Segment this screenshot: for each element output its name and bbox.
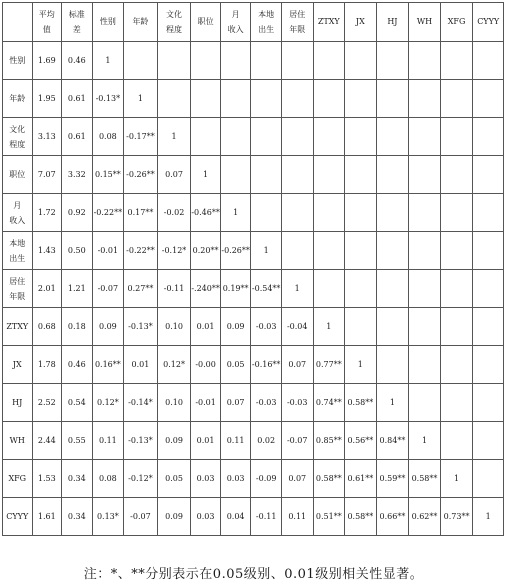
- table-cell: -0.54**: [251, 270, 282, 308]
- table-cell: 1.43: [32, 232, 62, 270]
- table-cell: [409, 194, 441, 232]
- table-cell: [440, 384, 473, 422]
- table-cell: -0.11: [157, 270, 191, 308]
- table-cell: 0.27**: [124, 270, 158, 308]
- table-cell: 0.85**: [313, 422, 345, 460]
- table-cell: 0.55: [62, 422, 93, 460]
- table-cell: [376, 42, 409, 80]
- row-label: [3, 232, 33, 270]
- table-cell: 0.17**: [124, 194, 158, 232]
- table-cell: [409, 80, 441, 118]
- table-cell: [409, 270, 441, 308]
- column-header: [220, 3, 251, 42]
- table-cell: 1.53: [32, 460, 62, 498]
- table-cell: [473, 422, 504, 460]
- table-cell: [191, 42, 221, 80]
- table-cell: 0.74**: [313, 384, 345, 422]
- table-cell: [345, 270, 377, 308]
- column-header: HJ: [376, 3, 409, 42]
- label-line: 月: [231, 10, 240, 19]
- label-line: 月: [13, 200, 22, 210]
- table-cell: -0.03: [281, 384, 313, 422]
- table-cell: 0.13*: [92, 498, 124, 536]
- table-cell: [473, 460, 504, 498]
- table-cell: [313, 270, 345, 308]
- table-cell: [345, 156, 377, 194]
- table-cell: -0.07: [124, 498, 158, 536]
- table-cell: [313, 118, 345, 156]
- table-cell: -0.02: [157, 194, 191, 232]
- table-cell: 0.34: [62, 460, 93, 498]
- table-cell: 0.04: [220, 498, 251, 536]
- table-cell: 0.46: [62, 346, 93, 384]
- table-cell: 0.11: [281, 498, 313, 536]
- table-cell: [440, 194, 473, 232]
- table-cell: [220, 42, 251, 80]
- table-cell: [440, 156, 473, 194]
- table-row: [3, 498, 504, 536]
- table-cell: 0.61: [62, 118, 93, 156]
- table-cell: [440, 80, 473, 118]
- table-cell: 0.10: [157, 308, 191, 346]
- table-cell: [376, 232, 409, 270]
- table-cell: 1: [157, 118, 191, 156]
- table-cell: [409, 118, 441, 156]
- column-header: JX: [345, 3, 377, 42]
- table-cell: [124, 42, 158, 80]
- table-cell: 0.62**: [409, 498, 441, 536]
- table-cell: [409, 346, 441, 384]
- table-cell: [376, 270, 409, 308]
- table-cell: [440, 118, 473, 156]
- row-label: [3, 194, 33, 232]
- label-line: 本地: [9, 238, 26, 248]
- table-cell: 0.77**: [313, 346, 345, 384]
- table-cell: -0.26**: [124, 156, 158, 194]
- table-cell: 0.58**: [345, 498, 377, 536]
- table-cell: [313, 194, 345, 232]
- label-line: 出生: [9, 253, 26, 263]
- table-cell: 1: [281, 270, 313, 308]
- table-cell: -0.17**: [124, 118, 158, 156]
- table-cell: [376, 118, 409, 156]
- table-cell: [345, 118, 377, 156]
- table-cell: [473, 156, 504, 194]
- table-row: [3, 118, 504, 156]
- table-cell: [376, 194, 409, 232]
- table-cell: 3.13: [32, 118, 62, 156]
- table-cell: 0.92: [62, 194, 93, 232]
- row-label: CYYY: [3, 498, 33, 536]
- table-cell: -0.13*: [124, 308, 158, 346]
- table-cell: 1: [220, 194, 251, 232]
- label-line: 出生: [258, 25, 275, 34]
- table-cell: [251, 194, 282, 232]
- table-cell: 0.01: [191, 422, 221, 460]
- label-line: 差: [72, 25, 81, 34]
- table-cell: 3.32: [62, 156, 93, 194]
- table-cell: -0.12*: [124, 460, 158, 498]
- column-header: XFG: [440, 3, 473, 42]
- table-cell: 1: [124, 80, 158, 118]
- table-cell: [251, 80, 282, 118]
- table-cell: 1: [92, 42, 124, 80]
- table-row: [3, 308, 504, 346]
- table-cell: 0.07: [220, 384, 251, 422]
- table-cell: -0.03: [251, 308, 282, 346]
- table-cell: [345, 42, 377, 80]
- table-cell: [376, 80, 409, 118]
- row-label: [3, 270, 33, 308]
- table-cell: 0.34: [62, 498, 93, 536]
- table-cell: [473, 270, 504, 308]
- table-cell: -0.07: [92, 270, 124, 308]
- table-cell: 1: [191, 156, 221, 194]
- table-cell: 0.01: [124, 346, 158, 384]
- table-cell: [376, 156, 409, 194]
- table-cell: -0.13*: [92, 80, 124, 118]
- table-cell: [220, 80, 251, 118]
- table-cell: -0.22**: [124, 232, 158, 270]
- table-cell: [473, 384, 504, 422]
- table-cell: 0.68: [32, 308, 62, 346]
- table-cell: [313, 80, 345, 118]
- table-cell: 0.20**: [191, 232, 221, 270]
- table-cell: [473, 42, 504, 80]
- label-line: 文化: [166, 10, 183, 19]
- table-cell: 2.52: [32, 384, 62, 422]
- row-label: 年龄: [3, 80, 33, 118]
- table-cell: [220, 118, 251, 156]
- table-cell: 0.09: [220, 308, 251, 346]
- table-cell: [440, 422, 473, 460]
- column-header: [251, 3, 282, 42]
- row-label: 职位: [3, 156, 33, 194]
- table-cell: [281, 232, 313, 270]
- table-cell: 0.07: [281, 460, 313, 498]
- table-cell: 0.03: [191, 460, 221, 498]
- table-cell: -0.00: [191, 346, 221, 384]
- table-row: [3, 270, 504, 308]
- table-cell: 0.01: [191, 308, 221, 346]
- table-cell: 0.59**: [376, 460, 409, 498]
- label-line: 年限: [289, 25, 306, 34]
- table-cell: [409, 308, 441, 346]
- table-cell: [440, 308, 473, 346]
- column-header: [157, 3, 191, 42]
- table-cell: [376, 346, 409, 384]
- table-cell: 0.09: [157, 422, 191, 460]
- table-cell: 1: [409, 422, 441, 460]
- table-cell: 0.08: [92, 460, 124, 498]
- column-header: [32, 3, 62, 42]
- corner-cell: [3, 3, 33, 42]
- table-cell: 0.18: [62, 308, 93, 346]
- table-cell: 1: [473, 498, 504, 536]
- table-cell: 0.07: [281, 346, 313, 384]
- table-cell: -0.46**: [191, 194, 221, 232]
- table-cell: -0.01: [191, 384, 221, 422]
- row-label: 性别: [3, 42, 33, 80]
- column-header: [281, 3, 313, 42]
- table-cell: 1: [376, 384, 409, 422]
- label-line: 本地: [258, 10, 275, 19]
- table-cell: [409, 232, 441, 270]
- row-label: HJ: [3, 384, 33, 422]
- label-line: 标准: [68, 10, 85, 19]
- table-cell: 0.61: [62, 80, 93, 118]
- table-cell: 0.51**: [313, 498, 345, 536]
- column-header: 年龄: [124, 3, 158, 42]
- table-cell: 1.69: [32, 42, 62, 80]
- table-cell: 0.84**: [376, 422, 409, 460]
- table-cell: 0.61**: [345, 460, 377, 498]
- table-cell: -0.26**: [220, 232, 251, 270]
- table-cell: 1: [251, 232, 282, 270]
- table-row: [3, 232, 504, 270]
- table-cell: -0.12*: [157, 232, 191, 270]
- table-cell: 0.58**: [345, 384, 377, 422]
- table-cell: -0.16**: [251, 346, 282, 384]
- table-cell: -0.04: [281, 308, 313, 346]
- table-cell: 0.09: [92, 308, 124, 346]
- table-cell: 0.54: [62, 384, 93, 422]
- table-cell: [473, 232, 504, 270]
- table-cell: -0.03: [251, 384, 282, 422]
- table-cell: [281, 118, 313, 156]
- table-cell: [345, 232, 377, 270]
- table-cell: 1.21: [62, 270, 93, 308]
- table-cell: [473, 80, 504, 118]
- table-cell: 0.03: [191, 498, 221, 536]
- label-line: 文化: [9, 124, 26, 134]
- table-cell: 1: [345, 346, 377, 384]
- table-cell: 0.11: [92, 422, 124, 460]
- table-cell: 1.72: [32, 194, 62, 232]
- table-cell: [157, 80, 191, 118]
- table-cell: [409, 384, 441, 422]
- table-cell: [345, 194, 377, 232]
- table-cell: [220, 156, 251, 194]
- table-cell: 2.01: [32, 270, 62, 308]
- table-row: [3, 42, 504, 80]
- table-cell: [473, 308, 504, 346]
- label-line: 收入: [227, 25, 244, 34]
- table-cell: 1: [313, 308, 345, 346]
- table-cell: 1.61: [32, 498, 62, 536]
- table-cell: [440, 42, 473, 80]
- table-cell: [251, 42, 282, 80]
- column-header: CYYY: [473, 3, 504, 42]
- table-cell: 0.11: [220, 422, 251, 460]
- column-header: ZTXY: [313, 3, 345, 42]
- table-cell: [281, 156, 313, 194]
- row-label: [3, 118, 33, 156]
- table-row: [3, 346, 504, 384]
- table-cell: 0.73**: [440, 498, 473, 536]
- table-cell: 0.08: [92, 118, 124, 156]
- table-cell: 0.15**: [92, 156, 124, 194]
- header-row: [3, 3, 504, 42]
- correlation-table-container: [2, 2, 504, 536]
- table-cell: 0.10: [157, 384, 191, 422]
- table-cell: 1.95: [32, 80, 62, 118]
- table-cell: -0.22**: [92, 194, 124, 232]
- table-cell: [313, 232, 345, 270]
- row-label: XFG: [3, 460, 33, 498]
- table-cell: 0.05: [157, 460, 191, 498]
- table-cell: 0.16**: [92, 346, 124, 384]
- table-cell: -.240**: [191, 270, 221, 308]
- table-cell: [191, 118, 221, 156]
- table-cell: [191, 80, 221, 118]
- table-cell: 0.46: [62, 42, 93, 80]
- correlation-table: [2, 2, 504, 536]
- table-cell: [409, 156, 441, 194]
- table-cell: 2.44: [32, 422, 62, 460]
- table-cell: 0.03: [220, 460, 251, 498]
- table-cell: 0.50: [62, 232, 93, 270]
- row-label: ZTXY: [3, 308, 33, 346]
- label-line: 年限: [9, 291, 26, 301]
- table-cell: [281, 194, 313, 232]
- table-cell: -0.13*: [124, 422, 158, 460]
- table-row: [3, 80, 504, 118]
- label-line: 平均: [38, 10, 55, 19]
- table-cell: 0.56**: [345, 422, 377, 460]
- table-cell: 0.02: [251, 422, 282, 460]
- table-cell: [473, 346, 504, 384]
- table-cell: 0.05: [220, 346, 251, 384]
- table-cell: 1.78: [32, 346, 62, 384]
- table-cell: -0.09: [251, 460, 282, 498]
- column-header: 性别: [92, 3, 124, 42]
- table-cell: [473, 194, 504, 232]
- label-line: 程度: [166, 25, 183, 34]
- table-cell: [251, 156, 282, 194]
- table-cell: 0.19**: [220, 270, 251, 308]
- table-cell: 0.12*: [157, 346, 191, 384]
- table-cell: [281, 42, 313, 80]
- table-cell: [157, 42, 191, 80]
- table-cell: [281, 80, 313, 118]
- column-header: 职位: [191, 3, 221, 42]
- table-cell: 1: [440, 460, 473, 498]
- table-row: [3, 156, 504, 194]
- table-cell: 7.07: [32, 156, 62, 194]
- significance-note: 注：*、**分别表示在0.05级别、0.01级别相关性显著。: [83, 567, 424, 582]
- table-row: [3, 194, 504, 232]
- table-cell: [345, 80, 377, 118]
- table-cell: 0.12*: [92, 384, 124, 422]
- table-cell: [440, 270, 473, 308]
- table-cell: -0.07: [281, 422, 313, 460]
- table-cell: [409, 42, 441, 80]
- table-cell: 0.58**: [313, 460, 345, 498]
- table-cell: 0.66**: [376, 498, 409, 536]
- table-row: [3, 422, 504, 460]
- table-cell: -0.14*: [124, 384, 158, 422]
- table-cell: [313, 42, 345, 80]
- table-cell: -0.01: [92, 232, 124, 270]
- label-line: 收入: [9, 215, 26, 225]
- table-cell: -0.11: [251, 498, 282, 536]
- column-header: WH: [409, 3, 441, 42]
- column-header: [62, 3, 93, 42]
- table-cell: [473, 118, 504, 156]
- label-line: 居住: [9, 276, 26, 286]
- label-line: 程度: [9, 139, 26, 149]
- table-cell: 0.09: [157, 498, 191, 536]
- table-cell: 0.58**: [409, 460, 441, 498]
- label-line: 居住: [289, 10, 306, 19]
- table-cell: 0.07: [157, 156, 191, 194]
- label-line: 值: [42, 25, 51, 34]
- table-cell: [345, 308, 377, 346]
- table-row: [3, 460, 504, 498]
- row-label: WH: [3, 422, 33, 460]
- table-cell: [376, 308, 409, 346]
- table-cell: [313, 156, 345, 194]
- table-cell: [440, 346, 473, 384]
- table-cell: [440, 232, 473, 270]
- row-label: JX: [3, 346, 33, 384]
- table-cell: [251, 118, 282, 156]
- table-row: [3, 384, 504, 422]
